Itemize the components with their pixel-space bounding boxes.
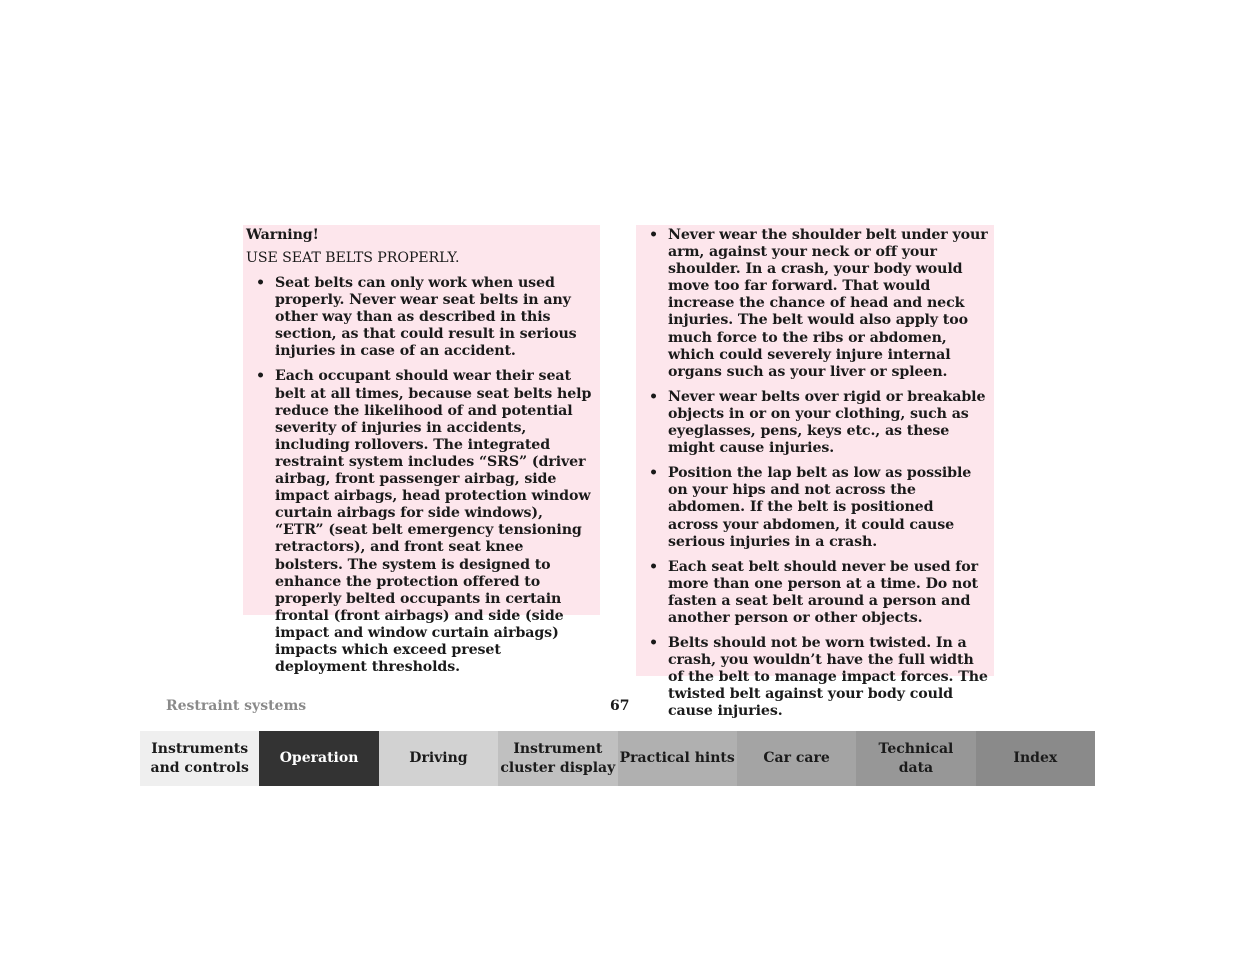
list-item-text: Seat belts can only work when used properly. Never wear seat belts in any other way than as described in this section, as that could result in serious injuries in case of an accident. [275, 275, 577, 360]
bullet-icon: • [649, 635, 658, 652]
page-number: 67 [610, 698, 630, 714]
bullet-icon: • [649, 465, 658, 482]
list-item [639, 465, 988, 550]
list-item-text: Each seat belt should never be used for more than one person at a time. Do not fasten a seat belt around a person and another person or other objects. [668, 558, 979, 626]
list-item-text: Belts should not be worn twisted. In a crash, you wouldn’t have the full width of the belt to manage impact forces. The twisted belt against your body could cause injuries. [668, 635, 988, 720]
bullet-icon: • [649, 558, 658, 575]
warning-title: Warning! [246, 227, 319, 243]
tab-operation[interactable]: Operation [259, 731, 378, 786]
warning-box-left [243, 225, 600, 676]
tab-instruments-and-controls[interactable]: Instruments and controls [140, 731, 259, 786]
list-item [639, 227, 988, 381]
tab-driving[interactable]: Driving [379, 731, 498, 786]
warning-box-right [636, 225, 994, 720]
tab-technical-data[interactable]: Technical data [856, 731, 975, 786]
bullet-icon: • [256, 275, 265, 291]
list-item [639, 635, 988, 720]
warning-heading: USE SEAT BELTS PROPERLY. [246, 250, 460, 266]
chapter-nav-bar [140, 731, 1095, 786]
bullet-icon: • [649, 388, 658, 405]
section-title: Restraint systems [166, 698, 307, 714]
list-item-text: Never wear belts over rigid or breakable objects in or on your clothing, such as eyeglasses, pens, keys etc., as these might cause injuries. [668, 388, 986, 457]
list-item [246, 275, 594, 360]
warning-list-right [639, 227, 988, 721]
list-item-text: Never wear the shoulder belt under your arm, against your neck or off your shoulder. In a crash, your body would move too far forward. That would increase the chance of head and neck injuries. The belt would also apply too much force to the ribs or abdomen, which could severely injure internal organs such as your liver or spleen. [668, 227, 988, 380]
tab-index[interactable]: Index [976, 731, 1095, 786]
list-item [639, 559, 988, 627]
list-item-text: Position the lap belt as low as possible on your hips and not across the abdomen. If the belt is positioned across your abdomen, it could cause serious injuries in a crash. [668, 465, 972, 550]
bullet-icon: • [649, 227, 658, 243]
tab-car-care[interactable]: Car care [737, 731, 856, 786]
bullet-icon: • [256, 368, 265, 385]
warning-list-left [246, 275, 594, 676]
tab-instrument-cluster-display[interactable]: Instrument cluster display [498, 731, 617, 786]
list-item [639, 389, 988, 457]
tab-practical-hints[interactable]: Practical hints [618, 731, 737, 786]
list-item [246, 368, 594, 676]
list-item-text: Each occupant should wear their seat belt at all times, because seat belts help reduce the likelihood of and potential severity of injuries in accidents, including rollovers. The integrated restraint system includes “SRS” (driver airbag, front passenger airbag, side impact airbags, head protection window curtain airbags for side windows), “ETR” (seat belt emergency tensioning retractors), and front seat knee bolsters. The system is designed to enhance the protection offered to properly belted occupants in certain frontal (front airbags) and side (side impact and window curtain airbags) impacts which exceed preset deployment thresholds. [275, 368, 592, 676]
